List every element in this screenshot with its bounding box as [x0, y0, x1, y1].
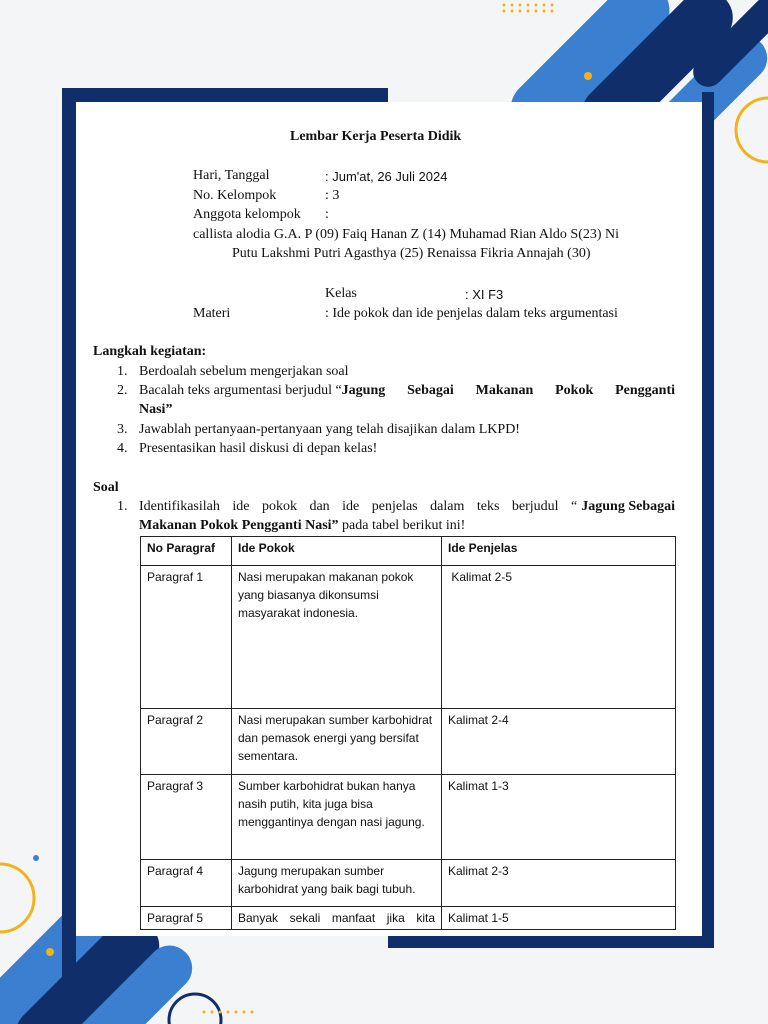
cell-ide-penjelas[interactable]: Kalimat 1-3	[442, 775, 676, 860]
langkah-item-2-pre: Bacalah teks argumentasi berjudul “	[139, 383, 342, 398]
langkah-item-2-title: Jagung Sebagai Makanan Pokok Pengganti	[341, 383, 675, 398]
langkah-item-3: Jawablah pertanyaan-pertanyaan yang telah disajikan dalam LKPD!	[139, 422, 520, 437]
cell-paragraf: Paragraf 1	[141, 566, 232, 709]
kelas-value: : XI F3	[465, 287, 504, 302]
cell-ide-pokok[interactable]: Banyak sekali manfaat jika kita	[232, 907, 442, 930]
anggota-line-1: callista alodia G.A. P (09) Faiq Hanan Z (14) Muhamad Rian Aldo S(23) Ni	[193, 227, 620, 242]
frame-border-left	[62, 88, 76, 990]
page-title: Lembar Kerja Peserta Didik	[290, 129, 462, 144]
cell-paragraf: Paragraf 2	[141, 709, 232, 775]
soal-line-1	[139, 497, 675, 516]
soal-heading: Soal	[93, 480, 119, 495]
materi-label: Materi	[193, 306, 231, 321]
kelompok-label: No. Kelompok	[193, 188, 277, 203]
cell-paragraf: Paragraf 3	[141, 775, 232, 860]
kelas-label: Kelas	[325, 286, 357, 301]
table-row	[141, 566, 676, 709]
soal-line-2-title: Makanan Pokok Pengganti Nasi”	[139, 518, 339, 533]
anggota-value: :	[325, 207, 329, 222]
cell-ide-pokok[interactable]: Sumber karbohidrat bukan hanya nasih putih, kita juga bisa menggantinya dengan nasi jagung.	[232, 775, 442, 860]
soal-line-2-text: pada tabel berikut ini!	[338, 518, 466, 533]
cell-paragraf: Paragraf 5	[141, 907, 232, 930]
langkah-item-2-line-2: Nasi”	[139, 402, 173, 417]
langkah-num-1: 1.	[117, 364, 128, 379]
langkah-item-4: Presentasikan hasil diskusi di depan kelas!	[139, 441, 378, 456]
soal-line-1-text: Identifikasilah ide pokok dan ide penjelas dalam teks berjudul “	[139, 499, 578, 514]
kelompok-value: : 3	[325, 188, 340, 203]
header-ide-penjelas: Ide Penjelas	[442, 537, 676, 566]
soal-num-1: 1.	[117, 499, 128, 514]
langkah-num-2: 2.	[117, 383, 128, 398]
langkah-heading: Langkah kegiatan:	[93, 344, 207, 359]
table-row	[141, 709, 676, 775]
hari-label: Hari, Tanggal	[193, 168, 270, 183]
soal-line-1-title: Jagung Sebagai	[581, 499, 675, 514]
cell-ide-penjelas[interactable]: Kalimat 2-4	[442, 709, 676, 775]
cell-ide-penjelas[interactable]: Kalimat 1-5	[442, 907, 676, 930]
cell-paragraf: Paragraf 4	[141, 860, 232, 907]
header-no-paragraf: No Paragraf	[141, 537, 232, 566]
table-row	[141, 860, 676, 907]
frame-border-right	[702, 92, 714, 948]
cell-ide-penjelas[interactable]: Kalimat 2-3	[442, 860, 676, 907]
anggota-line-2: Putu Lakshmi Putri Agasthya (25) Renaissa Fikria Annajah (30)	[232, 246, 591, 261]
hari-value: : Jum'at, 26 Juli 2024	[325, 169, 448, 184]
cell-ide-pokok[interactable]: Jagung merupakan sumber karbohidrat yang baik bagi tubuh.	[232, 860, 442, 907]
cell-ide-pokok[interactable]: Nasi merupakan makanan pokok yang biasanya dikonsumsi masyarakat indonesia.	[232, 566, 442, 709]
materi-value: : Ide pokok dan ide penjelas dalam teks argumentasi	[325, 306, 618, 321]
ide-pokok-table	[140, 536, 676, 930]
frame-border-bottom	[388, 936, 714, 948]
table-header-row	[141, 537, 676, 566]
frame-border-top	[62, 88, 388, 102]
header-ide-pokok: Ide Pokok	[232, 537, 442, 566]
table-row	[141, 775, 676, 860]
langkah-num-3: 3.	[117, 422, 128, 437]
soal-line-2	[139, 516, 465, 535]
cell-ide-penjelas[interactable]: Kalimat 2-5	[442, 566, 676, 709]
anggota-label: Anggota kelompok	[193, 207, 301, 222]
cell-ide-pokok[interactable]: Nasi merupakan sumber karbohidrat dan pemasok energi yang bersifat sementara.	[232, 709, 442, 775]
langkah-item-2-line-1	[139, 381, 675, 400]
table-row	[141, 907, 676, 930]
langkah-num-4: 4.	[117, 441, 128, 456]
langkah-item-1: Berdoalah sebelum mengerjakan soal	[139, 364, 349, 379]
